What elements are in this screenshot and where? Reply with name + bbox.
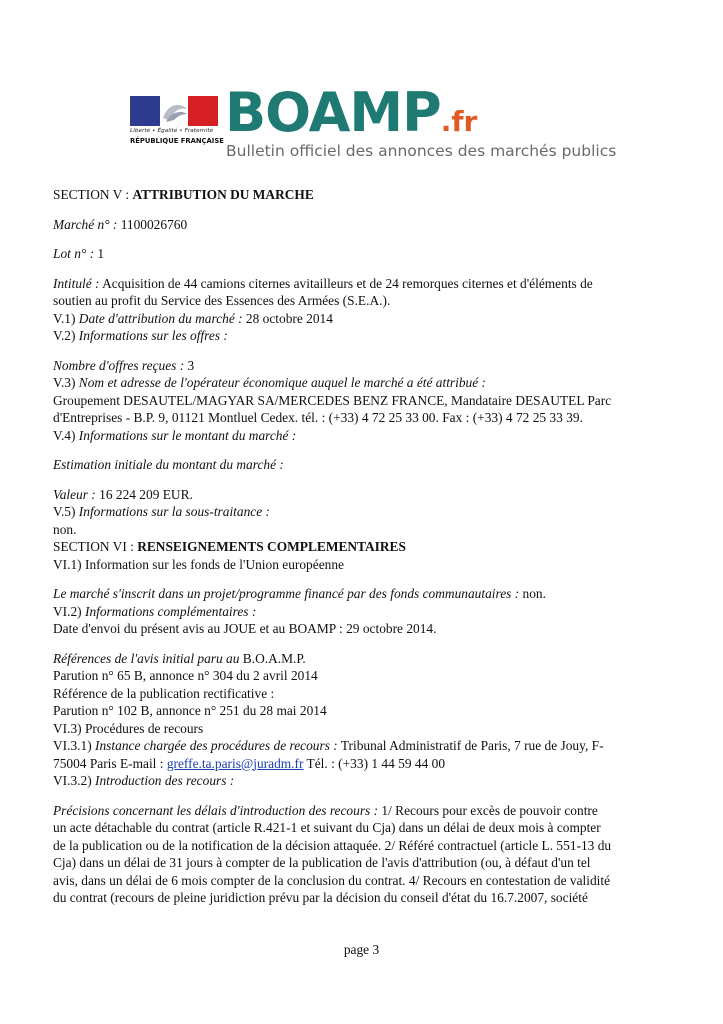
republic-name: RÉPUBLIQUE FRANÇAISE — [130, 137, 224, 145]
operateur-line-1: Groupement DESAUTEL/MAGYAR SA/MERCEDES BENZ FRANCE, Mandataire DESAUTEL Parc — [53, 392, 612, 408]
marche-number: Marché n° : 1100026760 — [53, 216, 188, 232]
v1-date-attribution: V.1) Date d'attribution du marché : 28 octobre 2014 — [53, 310, 333, 326]
intitule-continued: soutien au profit du Service des Essences des Armées (S.E.A.). — [53, 293, 391, 308]
reference-rectificative: Référence de la publication rectificative : — [53, 685, 275, 701]
vi1-fonds-ue: VI.1) Information sur les fonds de l'Union européenne — [53, 556, 344, 572]
precisions-line-5: avis, dans un délai de 6 mois compter de la conclusion du contrat. 4/ Recours en contestation de validité — [53, 872, 611, 888]
republique-francaise-logo — [130, 96, 224, 154]
vi31-instance-recours: VI.3.1) Instance chargée des procédures de recours : Tribunal Administratif de Paris, 7 rue de Jouy, F- — [53, 738, 604, 753]
vi32-introduction-recours: VI.3.2) Introduction des recours : — [53, 773, 235, 788]
boamp-header — [130, 81, 617, 172]
fonds-communautaires: Le marché s'inscrit dans un projet/programme financé par des fonds communautaires : non. — [53, 586, 546, 601]
page-number: page 3 — [343, 942, 380, 957]
lot-number: Lot n° : 1 — [53, 246, 105, 261]
operateur-line-2: d'Entreprises - B.P. 9, 01121 Montluel Cedex. tél. : (+33) 4 72 25 33 00. Fax : (+33) 4 72 25 33 39. — [53, 410, 583, 425]
precisions-line-2: un acte détachable du contrat (article R.421-1 et suivant du Cja) dans un délai de deux mois à compter — [53, 820, 601, 835]
precisions-line-3: de la publication ou de la notification de la décision attaquée. 2/ Référé contractuel (article L. 551-13 du — [53, 837, 612, 853]
boamp-tagline: Bulletin officiel des annonces des marchés publics — [226, 142, 617, 160]
v3-operateur: V.3) Nom et adresse de l'opérateur économique auquel le marché a été attribué : — [53, 375, 487, 390]
v4-montant: V.4) Informations sur le montant du marché : — [53, 427, 297, 443]
section-v-heading: SECTION V : ATTRIBUTION DU MARCHE — [53, 187, 314, 202]
brand-name: BOAMP — [225, 81, 441, 144]
nombre-offres: Nombre d'offres reçues : 3 — [53, 357, 195, 373]
greffe-email-link[interactable]: greffe.ta.paris@juradm.fr — [166, 755, 304, 771]
v5-sous-traitance: V.5) Informations sur la sous-traitance : — [53, 504, 270, 519]
section-vi-heading: SECTION VI : RENSEIGNEMENTS COMPLEMENTAIRES — [53, 539, 406, 554]
sous-traitance-value: non. — [53, 521, 77, 537]
parution-rectificative: Parution n° 102 B, annonce n° 251 du 28 mai 2014 — [53, 703, 327, 718]
precisions-line-4: Cja) dans un délai de 31 jours à compter de la publication de l'avis d'attribution (ou, à défaut d'un tel — [53, 855, 591, 870]
estimation-initiale: Estimation initiale du montant du marché : — [53, 457, 284, 472]
document-body — [53, 186, 673, 907]
precisions-line-6: du contrat (recours de pleine juridiction prévu par la décision du conseil d'état du 16.7.2007, société — [53, 890, 588, 905]
intitule: Intitulé : Acquisition de 44 camions citernes avitailleurs et de 24 remorques citernes et d'éléments de — [53, 275, 593, 291]
boamp-wordmark — [225, 81, 478, 144]
date-envoi: Date d'envoi du présent avis au JOUE et au BOAMP : 29 octobre 2014. — [53, 621, 437, 636]
vi2-informations-complementaires: VI.2) Informations complémentaires : — [53, 603, 257, 619]
precisions-delais: Précisions concernant les délais d'introduction des recours : 1/ Recours pour excès de pouvoir contre — [53, 802, 598, 818]
instance-contact: 75004 Paris E-mail : greffe.ta.paris@juradm.fr Tél. : (+33) 1 44 59 44 00 — [53, 755, 446, 771]
v2-informations-offres: V.2) Informations sur les offres : — [53, 328, 228, 343]
french-flag-icon — [130, 96, 218, 126]
vi3-procedures-recours: VI.3) Procédures de recours — [53, 720, 204, 736]
brand-suffix: .fr — [440, 105, 478, 138]
republic-motto: Liberté • Égalité • Fraternité — [130, 128, 214, 134]
parution-initiale: Parution n° 65 B, annonce n° 304 du 2 avril 2014 — [53, 668, 318, 683]
valeur: Valeur : 16 224 209 EUR. — [53, 486, 193, 502]
references-avis-initial: Références de l'avis initial paru au B.O.A.M.P. — [53, 650, 306, 666]
